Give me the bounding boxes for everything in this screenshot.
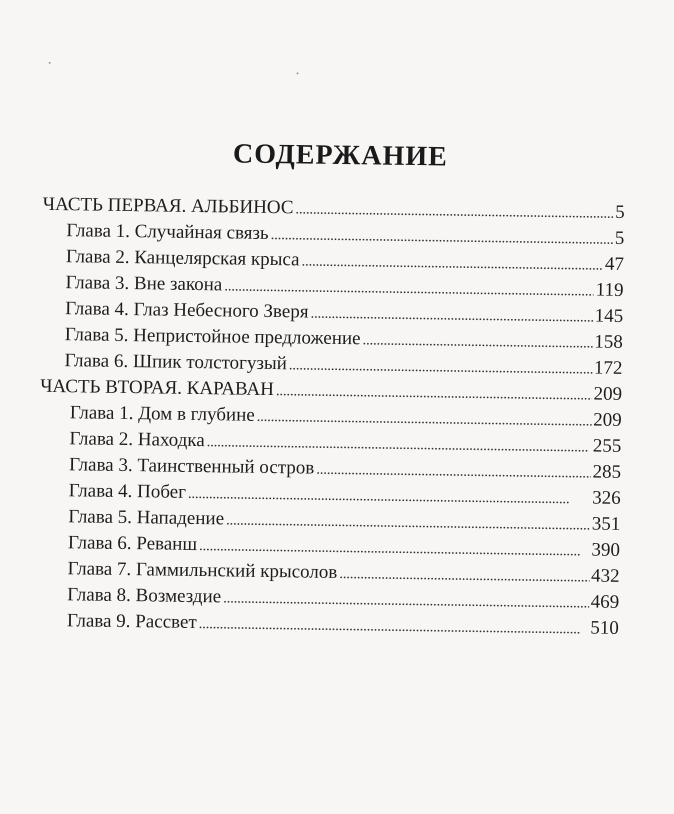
- page-number: 47: [604, 253, 625, 275]
- part-label: ЧАСТЬ ВТОРАЯ. КАРАВАН: [40, 375, 275, 401]
- page-number: 469: [590, 591, 620, 613]
- page-number: 326: [592, 487, 621, 509]
- page-number: 5: [615, 201, 625, 223]
- chapter-label: Глава 5. Непристойное предложение: [64, 324, 361, 350]
- chapter-label: Глава 3. Вне закона: [65, 272, 223, 296]
- page-number: 209: [593, 409, 622, 431]
- page-number: 351: [591, 513, 621, 535]
- paper-speck: [49, 62, 51, 64]
- chapter-label: Глава 6. Реванш: [67, 532, 198, 556]
- chapter-label: Глава 3. Таинственный остров: [68, 454, 315, 479]
- paper-speck: [297, 72, 299, 74]
- page-number: 209: [593, 383, 623, 405]
- page-number: 5: [614, 227, 625, 249]
- page-number: 172: [593, 357, 623, 379]
- page-number: 510: [590, 617, 619, 639]
- chapter-label: Глава 1. Случайная связь: [66, 220, 269, 244]
- toc-title: СОДЕРЖАНИЕ: [232, 138, 449, 173]
- part-label: ЧАСТЬ ПЕРВАЯ. АЛЬБИНОС: [42, 193, 294, 219]
- chapter-label: Глава 9. Рассвет: [66, 610, 197, 634]
- dot-leader: [199, 610, 589, 642]
- table-of-contents: [3, 191, 674, 639]
- page-number: 119: [595, 279, 624, 301]
- chapter-label: Глава 2. Канцелярская крыса: [65, 246, 300, 271]
- chapter-label: Глава 6. Шпик толстогузый: [64, 350, 288, 375]
- chapter-label: Глава 1. Дом в глубине: [69, 402, 255, 426]
- chapter-label: Глава 7. Гаммильнский крысолов: [67, 558, 338, 583]
- chapter-label: Глава 2. Находка: [69, 428, 205, 452]
- page-number: 432: [590, 565, 620, 587]
- chapter-label: Глава 8. Возмездие: [67, 584, 222, 608]
- page-number: 285: [592, 461, 622, 483]
- page-number: 145: [594, 305, 624, 327]
- page-number: 390: [591, 539, 621, 561]
- page-number: 158: [594, 331, 623, 353]
- chapter-label: Глава 4. Глаз Небесного Зверя: [65, 298, 309, 323]
- chapter-label: Глава 4. Побег: [68, 480, 187, 503]
- page-number: 255: [592, 435, 622, 457]
- chapter-label: Глава 5. Нападение: [68, 506, 225, 530]
